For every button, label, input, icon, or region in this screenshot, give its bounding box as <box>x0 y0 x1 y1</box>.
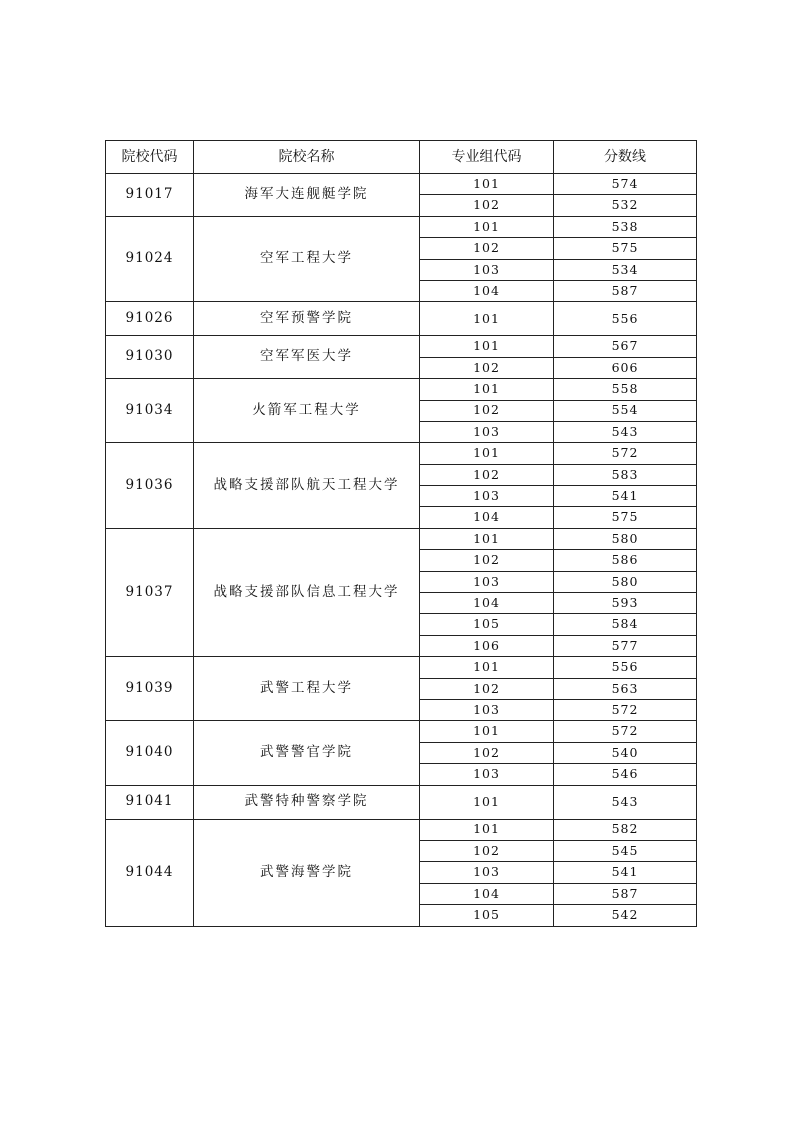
table-row <box>106 174 697 195</box>
school-name-cell: 空军军医大学 <box>194 336 420 379</box>
score-cell: 541 <box>554 862 697 883</box>
score-table <box>105 140 697 927</box>
header-school-name: 院校名称 <box>194 141 420 174</box>
school-code-cell: 91040 <box>106 721 194 785</box>
header-school-code: 院校代码 <box>106 141 194 174</box>
group-code-cell: 101 <box>420 721 554 742</box>
group-code-cell: 103 <box>420 259 554 280</box>
group-code-cell: 102 <box>420 742 554 763</box>
score-cell: 572 <box>554 721 697 742</box>
group-code-cell: 101 <box>420 336 554 357</box>
score-cell: 583 <box>554 464 697 485</box>
school-code-cell: 91030 <box>106 336 194 379</box>
group-code-cell: 105 <box>420 905 554 926</box>
group-code-cell: 101 <box>420 302 554 336</box>
score-cell: 572 <box>554 699 697 720</box>
score-cell: 587 <box>554 280 697 301</box>
score-cell: 558 <box>554 379 697 400</box>
group-code-cell: 101 <box>420 528 554 549</box>
group-code-cell: 103 <box>420 486 554 507</box>
group-code-cell: 101 <box>420 216 554 237</box>
header-score-line: 分数线 <box>554 141 697 174</box>
school-code-cell: 91039 <box>106 657 194 721</box>
group-code-cell: 102 <box>420 400 554 421</box>
score-cell: 593 <box>554 593 697 614</box>
school-name-cell: 战略支援部队信息工程大学 <box>194 528 420 656</box>
group-code-cell: 101 <box>420 657 554 678</box>
table-row <box>106 785 697 819</box>
group-code-cell: 106 <box>420 635 554 656</box>
score-cell: 575 <box>554 238 697 259</box>
school-code-cell: 91041 <box>106 785 194 819</box>
group-code-cell: 104 <box>420 507 554 528</box>
score-cell: 545 <box>554 840 697 861</box>
group-code-cell: 103 <box>420 699 554 720</box>
score-cell: 543 <box>554 785 697 819</box>
table-body <box>106 174 697 927</box>
group-code-cell: 101 <box>420 819 554 840</box>
group-code-cell: 102 <box>420 678 554 699</box>
group-code-cell: 103 <box>420 862 554 883</box>
score-cell: 584 <box>554 614 697 635</box>
score-cell: 554 <box>554 400 697 421</box>
score-cell: 574 <box>554 174 697 195</box>
group-code-cell: 104 <box>420 593 554 614</box>
score-cell: 532 <box>554 195 697 216</box>
school-name-cell: 武警特种警察学院 <box>194 785 420 819</box>
school-code-cell: 91026 <box>106 302 194 336</box>
table-row <box>106 302 697 336</box>
score-cell: 556 <box>554 302 697 336</box>
group-code-cell: 104 <box>420 280 554 301</box>
table-row <box>106 819 697 840</box>
score-cell: 563 <box>554 678 697 699</box>
group-code-cell: 102 <box>420 238 554 259</box>
table-row <box>106 657 697 678</box>
school-code-cell: 91037 <box>106 528 194 656</box>
table-row <box>106 443 697 464</box>
score-cell: 577 <box>554 635 697 656</box>
school-code-cell: 91017 <box>106 174 194 217</box>
score-cell: 575 <box>554 507 697 528</box>
header-row <box>106 141 697 174</box>
score-cell: 534 <box>554 259 697 280</box>
group-code-cell: 103 <box>420 764 554 785</box>
school-name-cell: 武警海警学院 <box>194 819 420 926</box>
header-group-code: 专业组代码 <box>420 141 554 174</box>
group-code-cell: 102 <box>420 464 554 485</box>
school-code-cell: 91024 <box>106 216 194 302</box>
table-row <box>106 379 697 400</box>
group-code-cell: 101 <box>420 379 554 400</box>
school-code-cell: 91034 <box>106 379 194 443</box>
school-name-cell: 火箭军工程大学 <box>194 379 420 443</box>
score-cell: 606 <box>554 357 697 378</box>
table-header <box>106 141 697 174</box>
group-code-cell: 103 <box>420 421 554 442</box>
group-code-cell: 102 <box>420 550 554 571</box>
score-cell: 587 <box>554 883 697 904</box>
table-row <box>106 528 697 549</box>
group-code-cell: 105 <box>420 614 554 635</box>
score-cell: 540 <box>554 742 697 763</box>
school-name-cell: 空军工程大学 <box>194 216 420 302</box>
score-cell: 572 <box>554 443 697 464</box>
group-code-cell: 104 <box>420 883 554 904</box>
group-code-cell: 102 <box>420 357 554 378</box>
score-cell: 546 <box>554 764 697 785</box>
table-row <box>106 721 697 742</box>
score-cell: 586 <box>554 550 697 571</box>
school-code-cell: 91036 <box>106 443 194 529</box>
score-cell: 556 <box>554 657 697 678</box>
table-row <box>106 336 697 357</box>
school-name-cell: 武警警官学院 <box>194 721 420 785</box>
score-cell: 538 <box>554 216 697 237</box>
school-name-cell: 战略支援部队航天工程大学 <box>194 443 420 529</box>
score-cell: 582 <box>554 819 697 840</box>
score-cell: 567 <box>554 336 697 357</box>
group-code-cell: 101 <box>420 785 554 819</box>
group-code-cell: 101 <box>420 174 554 195</box>
group-code-cell: 103 <box>420 571 554 592</box>
school-name-cell: 武警工程大学 <box>194 657 420 721</box>
group-code-cell: 102 <box>420 195 554 216</box>
school-name-cell: 海军大连舰艇学院 <box>194 174 420 217</box>
score-cell: 542 <box>554 905 697 926</box>
score-cell: 580 <box>554 528 697 549</box>
score-cell: 580 <box>554 571 697 592</box>
school-code-cell: 91044 <box>106 819 194 926</box>
score-cell: 541 <box>554 486 697 507</box>
group-code-cell: 102 <box>420 840 554 861</box>
score-cell: 543 <box>554 421 697 442</box>
group-code-cell: 101 <box>420 443 554 464</box>
school-name-cell: 空军预警学院 <box>194 302 420 336</box>
table-row <box>106 216 697 237</box>
